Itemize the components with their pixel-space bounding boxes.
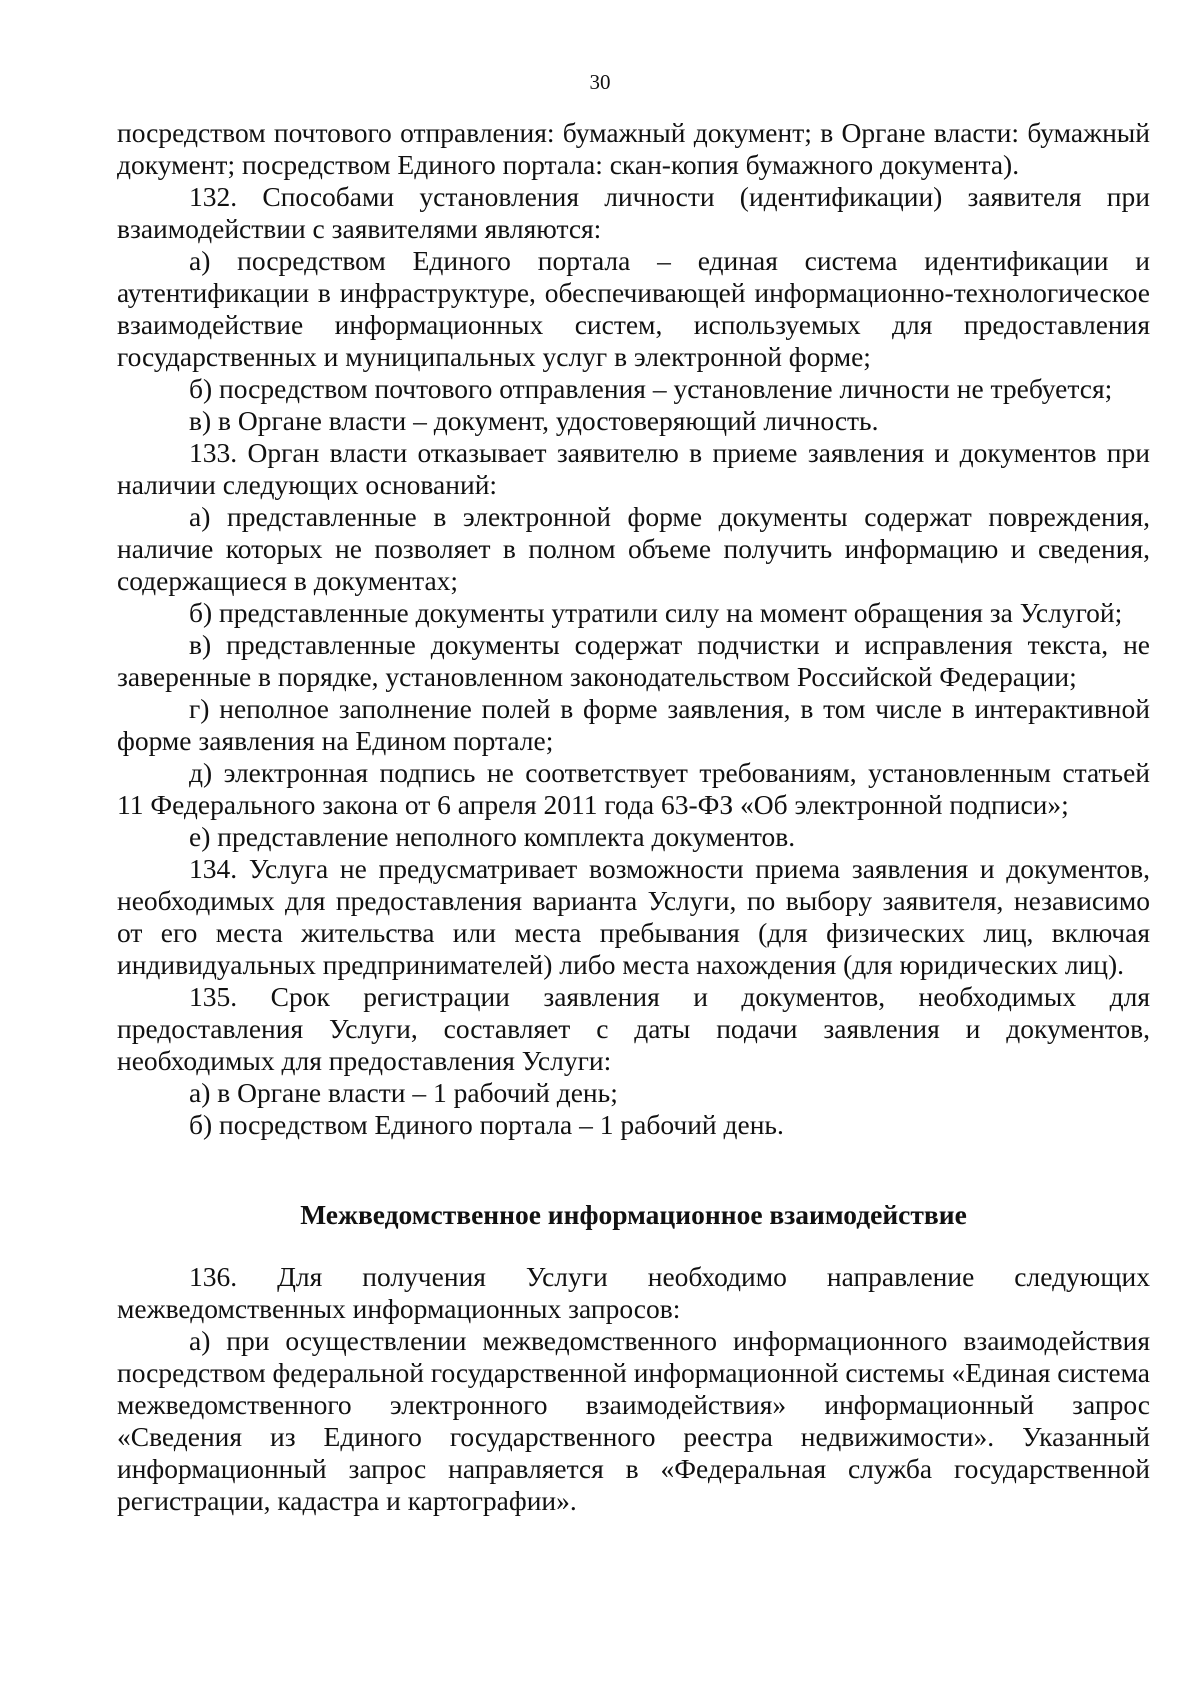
paragraph-133-g: г) неполное заполнение полей в форме заявления, в том числе в интерактивной форме заявления на Едином портале; xyxy=(117,693,1150,756)
paragraph-136: 136. Для получения Услуги необходимо направление следующих межведомственных информационных запросов: xyxy=(117,1261,1150,1324)
document-body xyxy=(117,117,1150,1517)
paragraph-135-b: б) посредством Единого портала – 1 рабочий день. xyxy=(189,1109,784,1140)
paragraph-134: 134. Услуга не предусматривает возможности приема заявления и документов, необходимых для предоставления варианта Услуги, по выбору заявителя, независимо от его места жительства или места пребывания (для физических лиц, включая индивидуальных предпринимателей) либо места нахождения (для юридических лиц). xyxy=(117,853,1150,980)
paragraph-133-b: б) представленные документы утратили силу на момент обращения за Услугой; xyxy=(189,597,1123,628)
spacer xyxy=(117,1231,1150,1261)
paragraph-135-a: а) в Органе власти – 1 рабочий день; xyxy=(189,1077,618,1108)
paragraph-133-d: д) электронная подпись не соответствует требованиям, установленным статьей 11 Федерального закона от 6 апреля 2011 года 63-ФЗ «Об электронной подписи»; xyxy=(117,757,1150,820)
paragraph-133-a: а) представленные в электронной форме документы содержат повреждения, наличие которых не позволяет в полном объеме получить информацию и сведения, содержащиеся в документах; xyxy=(117,501,1150,596)
spacer xyxy=(117,1141,1150,1199)
paragraph-133-v: в) представленные документы содержат подчистки и исправления текста, не заверенные в порядке, установленном законодательством Российской Федерации; xyxy=(117,629,1150,692)
paragraph-136-a: а) при осуществлении межведомственного информационного взаимодействия посредством федеральной государственной информационной системы «Единая система межведомственного электронного взаимодействия» информационный запрос «Сведения из Единого государственного реестра недвижимости». Указанный информационный запрос направляется в «Федеральная служба государственной регистрации, кадастра и картографии». xyxy=(117,1325,1151,1516)
paragraph-132-v: в) в Органе власти – документ, удостоверяющий личность. xyxy=(189,405,879,436)
page-number: 30 xyxy=(589,70,611,94)
paragraph-133: 133. Орган власти отказывает заявителю в приеме заявления и документов при наличии следующих оснований: xyxy=(117,437,1150,500)
paragraph-132: 132. Способами установления личности (идентификации) заявителя при взаимодействии с заявителями являются: xyxy=(117,181,1150,244)
section-heading: Межведомственное информационное взаимодействие xyxy=(300,1199,967,1230)
paragraph-continuation: посредством почтового отправления: бумажный документ; в Органе власти: бумажный документ; посредством Единого портала: скан-копия бумажного документа). xyxy=(117,117,1150,180)
paragraph-132-b: б) посредством почтового отправления – установление личности не требуется; xyxy=(189,373,1113,404)
paragraph-135: 135. Срок регистрации заявления и документов, необходимых для предоставления Услуги, составляет с даты подачи заявления и документов, необходимых для предоставления Услуги: xyxy=(117,981,1150,1076)
paragraph-133-e: е) представление неполного комплекта документов. xyxy=(189,821,796,852)
paragraph-132-a: а) посредством Единого портала – единая система идентификации и аутентификации в инфраструктуре, обеспечивающей информационно-технологическое взаимодействие информационных систем, используемых для предоставления государственных и муниципальных услуг в электронной форме; xyxy=(117,245,1150,372)
